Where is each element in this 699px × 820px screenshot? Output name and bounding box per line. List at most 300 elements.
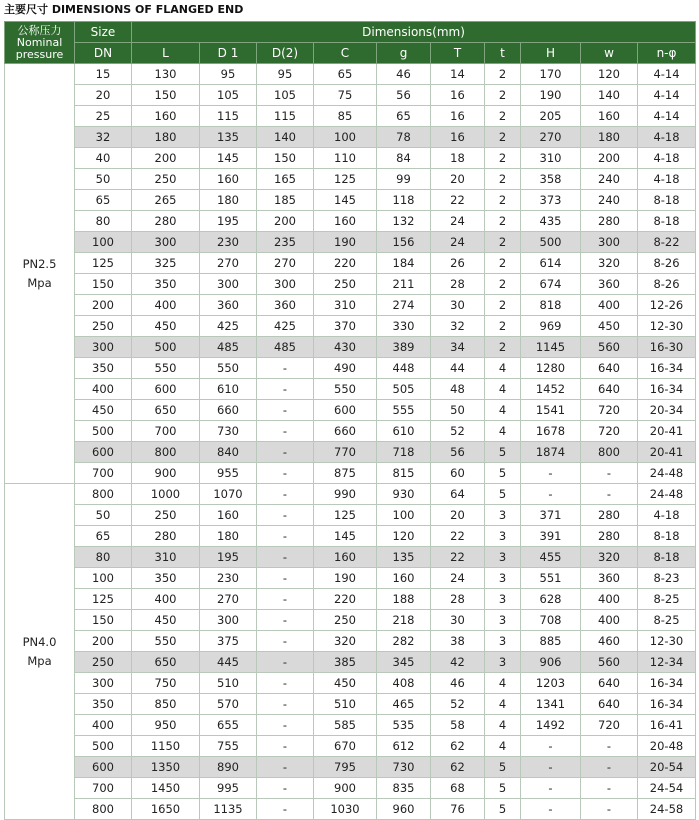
table-cell: 500 [521, 232, 581, 253]
table-cell: 640 [581, 694, 638, 715]
table-cell: 28 [431, 589, 485, 610]
table-cell: 2 [485, 127, 521, 148]
table-cell: - [257, 547, 314, 568]
table-cell: 42 [431, 652, 485, 673]
table-cell: 1541 [521, 400, 581, 421]
table-cell: 160 [200, 505, 257, 526]
table-cell: 156 [377, 232, 431, 253]
table-cell: 906 [521, 652, 581, 673]
table-cell: 270 [200, 589, 257, 610]
table-cell: 52 [431, 421, 485, 442]
table-cell: 770 [314, 442, 377, 463]
table-cell: 12-30 [638, 316, 696, 337]
table-row [5, 484, 696, 505]
table-cell: 800 [75, 799, 132, 820]
table-cell: 551 [521, 568, 581, 589]
table-cell: - [581, 799, 638, 820]
table-cell: 455 [521, 547, 581, 568]
table-cell: 20-48 [638, 736, 696, 757]
table-cell: 815 [377, 463, 431, 484]
table-cell: 200 [257, 211, 314, 232]
table-cell: 500 [75, 736, 132, 757]
table-cell: 120 [581, 64, 638, 85]
table-cell: 2 [485, 106, 521, 127]
table-cell: 550 [132, 358, 200, 379]
table-cell: 56 [431, 442, 485, 463]
table-cell: 400 [581, 589, 638, 610]
table-row [5, 190, 696, 211]
table-cell: 250 [75, 652, 132, 673]
col-header-h: H [521, 43, 581, 64]
table-cell: 160 [200, 169, 257, 190]
table-cell: 1203 [521, 673, 581, 694]
pressure-label-cn: 公称压力 [17, 23, 62, 37]
table-cell: 1452 [521, 379, 581, 400]
table-cell: 100 [314, 127, 377, 148]
table-cell: 16-34 [638, 358, 696, 379]
table-cell: 190 [314, 232, 377, 253]
table-cell: 818 [521, 295, 581, 316]
table-cell: 4 [485, 379, 521, 400]
table-cell: 46 [377, 64, 431, 85]
table-cell: 510 [314, 694, 377, 715]
table-cell: 165 [257, 169, 314, 190]
table-cell: 200 [581, 148, 638, 169]
table-header [5, 22, 696, 64]
table-cell: 76 [431, 799, 485, 820]
table-cell: 188 [377, 589, 431, 610]
table-cell: 2 [485, 85, 521, 106]
table-cell: 50 [75, 169, 132, 190]
table-cell: 115 [257, 106, 314, 127]
table-row [5, 757, 696, 778]
table-row [5, 442, 696, 463]
table-cell: 490 [314, 358, 377, 379]
table-cell: 265 [132, 190, 200, 211]
table-cell: 220 [314, 589, 377, 610]
col-header-l: L [132, 43, 200, 64]
table-cell: - [521, 799, 581, 820]
table-cell: 62 [431, 757, 485, 778]
table-cell: 510 [200, 673, 257, 694]
table-cell: 560 [581, 652, 638, 673]
table-cell: 125 [75, 253, 132, 274]
table-cell: 300 [200, 274, 257, 295]
table-cell: 2 [485, 232, 521, 253]
table-cell: 600 [75, 442, 132, 463]
table-row [5, 505, 696, 526]
table-cell: 5 [485, 778, 521, 799]
table-cell: 270 [200, 253, 257, 274]
table-row [5, 547, 696, 568]
table-cell: 8-18 [638, 526, 696, 547]
table-cell: 185 [257, 190, 314, 211]
table-cell: 130 [132, 64, 200, 85]
table-cell: 350 [75, 358, 132, 379]
table-row [5, 295, 696, 316]
table-cell: 8-25 [638, 610, 696, 631]
table-cell: 14 [431, 64, 485, 85]
table-cell: 330 [377, 316, 431, 337]
table-row [5, 400, 696, 421]
table-cell: 218 [377, 610, 431, 631]
table-cell: 195 [200, 211, 257, 232]
pressure-label-en-2: pressure [15, 47, 64, 61]
table-cell: 68 [431, 778, 485, 799]
table-cell: 460 [581, 631, 638, 652]
table-cell: 20 [431, 505, 485, 526]
table-cell: 24-48 [638, 463, 696, 484]
dimensions-header: Dimensions(mm) [132, 22, 696, 43]
table-cell: 800 [75, 484, 132, 505]
col-header-n-phi: n-φ [638, 43, 696, 64]
table-cell: 205 [521, 106, 581, 127]
table-cell: 5 [485, 757, 521, 778]
table-cell: 3 [485, 631, 521, 652]
table-cell: 58 [431, 715, 485, 736]
table-cell: 100 [377, 505, 431, 526]
table-cell: 270 [257, 253, 314, 274]
table-cell: 640 [581, 358, 638, 379]
table-cell: 650 [132, 400, 200, 421]
table-row [5, 526, 696, 547]
table-cell: 385 [314, 652, 377, 673]
table-cell: 230 [200, 232, 257, 253]
table-cell: 350 [132, 274, 200, 295]
table-cell: 125 [75, 589, 132, 610]
table-row [5, 568, 696, 589]
table-cell: 180 [200, 526, 257, 547]
table-cell: 969 [521, 316, 581, 337]
table-cell: 105 [200, 85, 257, 106]
table-cell: 8-26 [638, 253, 696, 274]
table-cell: 700 [132, 421, 200, 442]
table-cell: 235 [257, 232, 314, 253]
table-cell: 28 [431, 274, 485, 295]
table-cell: 22 [431, 547, 485, 568]
table-cell: 32 [75, 127, 132, 148]
table-cell: 640 [581, 673, 638, 694]
table-cell: - [521, 757, 581, 778]
table-row [5, 463, 696, 484]
table-cell: - [257, 505, 314, 526]
table-cell: 1070 [200, 484, 257, 505]
table-cell: 310 [521, 148, 581, 169]
table-cell: 110 [314, 148, 377, 169]
table-cell: - [257, 757, 314, 778]
table-cell: 135 [377, 547, 431, 568]
table-cell: 400 [581, 295, 638, 316]
table-cell: 450 [314, 673, 377, 694]
table-cell: 795 [314, 757, 377, 778]
table-row [5, 106, 696, 127]
table-cell: 145 [314, 526, 377, 547]
table-cell: 20-34 [638, 400, 696, 421]
table-cell: 4-14 [638, 85, 696, 106]
table-cell: 485 [257, 337, 314, 358]
table-cell: 4-14 [638, 106, 696, 127]
table-cell: 65 [314, 64, 377, 85]
table-cell: - [257, 400, 314, 421]
table-cell: 4-18 [638, 148, 696, 169]
table-cell: 20-41 [638, 421, 696, 442]
table-cell: - [257, 652, 314, 673]
table-cell: 230 [200, 568, 257, 589]
table-cell: - [257, 778, 314, 799]
table-cell: 16 [431, 127, 485, 148]
table-cell: 360 [257, 295, 314, 316]
table-cell: 730 [200, 421, 257, 442]
table-cell: 300 [581, 232, 638, 253]
table-cell: 465 [377, 694, 431, 715]
table-cell: - [257, 568, 314, 589]
table-cell: 85 [314, 106, 377, 127]
table-row [5, 631, 696, 652]
pressure-group-label [5, 484, 75, 820]
table-cell: 24-54 [638, 778, 696, 799]
table-cell: 389 [377, 337, 431, 358]
table-cell: 24 [431, 211, 485, 232]
table-cell: 20-41 [638, 442, 696, 463]
table-cell: 500 [75, 421, 132, 442]
table-cell: 1280 [521, 358, 581, 379]
table-cell: 250 [314, 274, 377, 295]
table-cell: 4 [485, 715, 521, 736]
table-cell: 2 [485, 169, 521, 190]
table-cell: 373 [521, 190, 581, 211]
table-cell: 16-34 [638, 379, 696, 400]
table-cell: - [257, 379, 314, 400]
table-cell: 200 [75, 631, 132, 652]
table-cell: 65 [75, 526, 132, 547]
table-cell: 84 [377, 148, 431, 169]
table-cell: 125 [314, 505, 377, 526]
pressure-label-en-1: Nominal [16, 35, 63, 49]
table-cell: 125 [314, 169, 377, 190]
table-cell: 25 [75, 106, 132, 127]
table-row [5, 421, 696, 442]
table-row [5, 316, 696, 337]
table-cell: 8-18 [638, 211, 696, 232]
table-cell: 160 [314, 547, 377, 568]
table-row [5, 652, 696, 673]
table-cell: 325 [132, 253, 200, 274]
table-cell: 95 [200, 64, 257, 85]
table-cell: 755 [200, 736, 257, 757]
table-cell: 24 [431, 568, 485, 589]
table-cell: 160 [377, 568, 431, 589]
dimensions-table [4, 21, 696, 820]
table-cell: 22 [431, 526, 485, 547]
table-cell: 60 [431, 463, 485, 484]
table-cell: 1650 [132, 799, 200, 820]
table-cell: 12-26 [638, 295, 696, 316]
table-cell: - [521, 484, 581, 505]
table-row [5, 358, 696, 379]
table-cell: 270 [521, 127, 581, 148]
table-cell: 280 [581, 526, 638, 547]
table-cell: 300 [75, 337, 132, 358]
table-cell: 180 [581, 127, 638, 148]
table-cell: 955 [200, 463, 257, 484]
table-cell: 660 [200, 400, 257, 421]
pressure-unit: Mpa [27, 653, 52, 668]
table-cell: 20 [75, 85, 132, 106]
table-cell: 32 [431, 316, 485, 337]
table-cell: 95 [257, 64, 314, 85]
table-cell: - [257, 421, 314, 442]
table-cell: 180 [200, 190, 257, 211]
table-cell: 2 [485, 253, 521, 274]
table-cell: 612 [377, 736, 431, 757]
col-header-w: w [581, 43, 638, 64]
table-cell: 135 [200, 127, 257, 148]
table-cell: 310 [314, 295, 377, 316]
table-row [5, 211, 696, 232]
table-cell: 8-18 [638, 190, 696, 211]
table-cell: - [257, 715, 314, 736]
table-cell: 700 [75, 778, 132, 799]
table-cell: 2 [485, 274, 521, 295]
table-cell: 1030 [314, 799, 377, 820]
table-cell: 52 [431, 694, 485, 715]
table-cell: 650 [132, 652, 200, 673]
table-cell: 320 [314, 631, 377, 652]
table-cell: 24-48 [638, 484, 696, 505]
table-cell: 200 [75, 295, 132, 316]
table-cell: 360 [581, 274, 638, 295]
table-cell: 990 [314, 484, 377, 505]
table-cell: 300 [257, 274, 314, 295]
table-cell: 700 [75, 463, 132, 484]
table-cell: 300 [75, 673, 132, 694]
table-cell: 2 [485, 316, 521, 337]
pressure-group-label [5, 64, 75, 484]
table-cell: 720 [581, 400, 638, 421]
table-cell: 3 [485, 526, 521, 547]
table-row [5, 379, 696, 400]
table-cell: 400 [581, 610, 638, 631]
table-row [5, 778, 696, 799]
col-header-t-lower: t [485, 43, 521, 64]
table-cell: 708 [521, 610, 581, 631]
table-cell: 30 [431, 610, 485, 631]
table-cell: 450 [581, 316, 638, 337]
table-cell: - [257, 673, 314, 694]
table-cell: - [521, 736, 581, 757]
table-cell: 614 [521, 253, 581, 274]
table-cell: 628 [521, 589, 581, 610]
table-cell: 99 [377, 169, 431, 190]
table-cell: 1341 [521, 694, 581, 715]
table-cell: 5 [485, 463, 521, 484]
table-cell: 16 [431, 106, 485, 127]
table-cell: 900 [314, 778, 377, 799]
table-cell: 44 [431, 358, 485, 379]
table-row [5, 799, 696, 820]
table-cell: 400 [75, 715, 132, 736]
table-cell: 2 [485, 211, 521, 232]
table-cell: 930 [377, 484, 431, 505]
table-cell: 100 [75, 568, 132, 589]
table-row [5, 148, 696, 169]
table-cell: - [521, 778, 581, 799]
table-cell: 20-54 [638, 757, 696, 778]
table-cell: 170 [521, 64, 581, 85]
table-cell: 550 [314, 379, 377, 400]
table-cell: 15 [75, 64, 132, 85]
table-cell: 16-34 [638, 673, 696, 694]
table-cell: 274 [377, 295, 431, 316]
table-cell: 250 [132, 505, 200, 526]
table-cell: 80 [75, 211, 132, 232]
table-cell: 720 [581, 715, 638, 736]
table-cell: 600 [314, 400, 377, 421]
table-cell: 391 [521, 526, 581, 547]
table-cell: 448 [377, 358, 431, 379]
table-cell: 65 [75, 190, 132, 211]
table-cell: 995 [200, 778, 257, 799]
table-cell: 4-14 [638, 64, 696, 85]
table-cell: 4 [485, 358, 521, 379]
table-cell: 4 [485, 400, 521, 421]
table-cell: 150 [75, 274, 132, 295]
table-cell: 720 [581, 421, 638, 442]
table-cell: 24 [431, 232, 485, 253]
table-cell: 674 [521, 274, 581, 295]
table-cell: 370 [314, 316, 377, 337]
table-cell: 180 [132, 127, 200, 148]
table-cell: 8-22 [638, 232, 696, 253]
table-cell: 4-18 [638, 169, 696, 190]
table-cell: 585 [314, 715, 377, 736]
table-row [5, 694, 696, 715]
table-cell: 2 [485, 295, 521, 316]
table-cell: 670 [314, 736, 377, 757]
table-cell: 4 [485, 736, 521, 757]
table-row [5, 127, 696, 148]
table-cell: 280 [581, 211, 638, 232]
table-cell: - [581, 757, 638, 778]
table-cell: 1678 [521, 421, 581, 442]
table-cell: 75 [314, 85, 377, 106]
table-cell: 4 [485, 694, 521, 715]
table-cell: 655 [200, 715, 257, 736]
table-cell: 5 [485, 799, 521, 820]
table-cell: 211 [377, 274, 431, 295]
table-cell: 718 [377, 442, 431, 463]
table-cell: 240 [581, 190, 638, 211]
col-header-c: C [314, 43, 377, 64]
table-row [5, 64, 696, 85]
table-cell: 600 [132, 379, 200, 400]
table-cell: 535 [377, 715, 431, 736]
table-cell: 450 [132, 610, 200, 631]
table-cell: 4-18 [638, 505, 696, 526]
table-cell: 3 [485, 589, 521, 610]
table-cell: 150 [257, 148, 314, 169]
table-cell: 850 [132, 694, 200, 715]
table-cell: 24-58 [638, 799, 696, 820]
table-cell: 3 [485, 568, 521, 589]
table-cell: 160 [314, 211, 377, 232]
table-cell: 300 [200, 610, 257, 631]
table-cell: 310 [132, 547, 200, 568]
table-row [5, 736, 696, 757]
table-row [5, 589, 696, 610]
table-cell: 80 [75, 547, 132, 568]
pressure-class: PN2.5 [22, 256, 57, 271]
